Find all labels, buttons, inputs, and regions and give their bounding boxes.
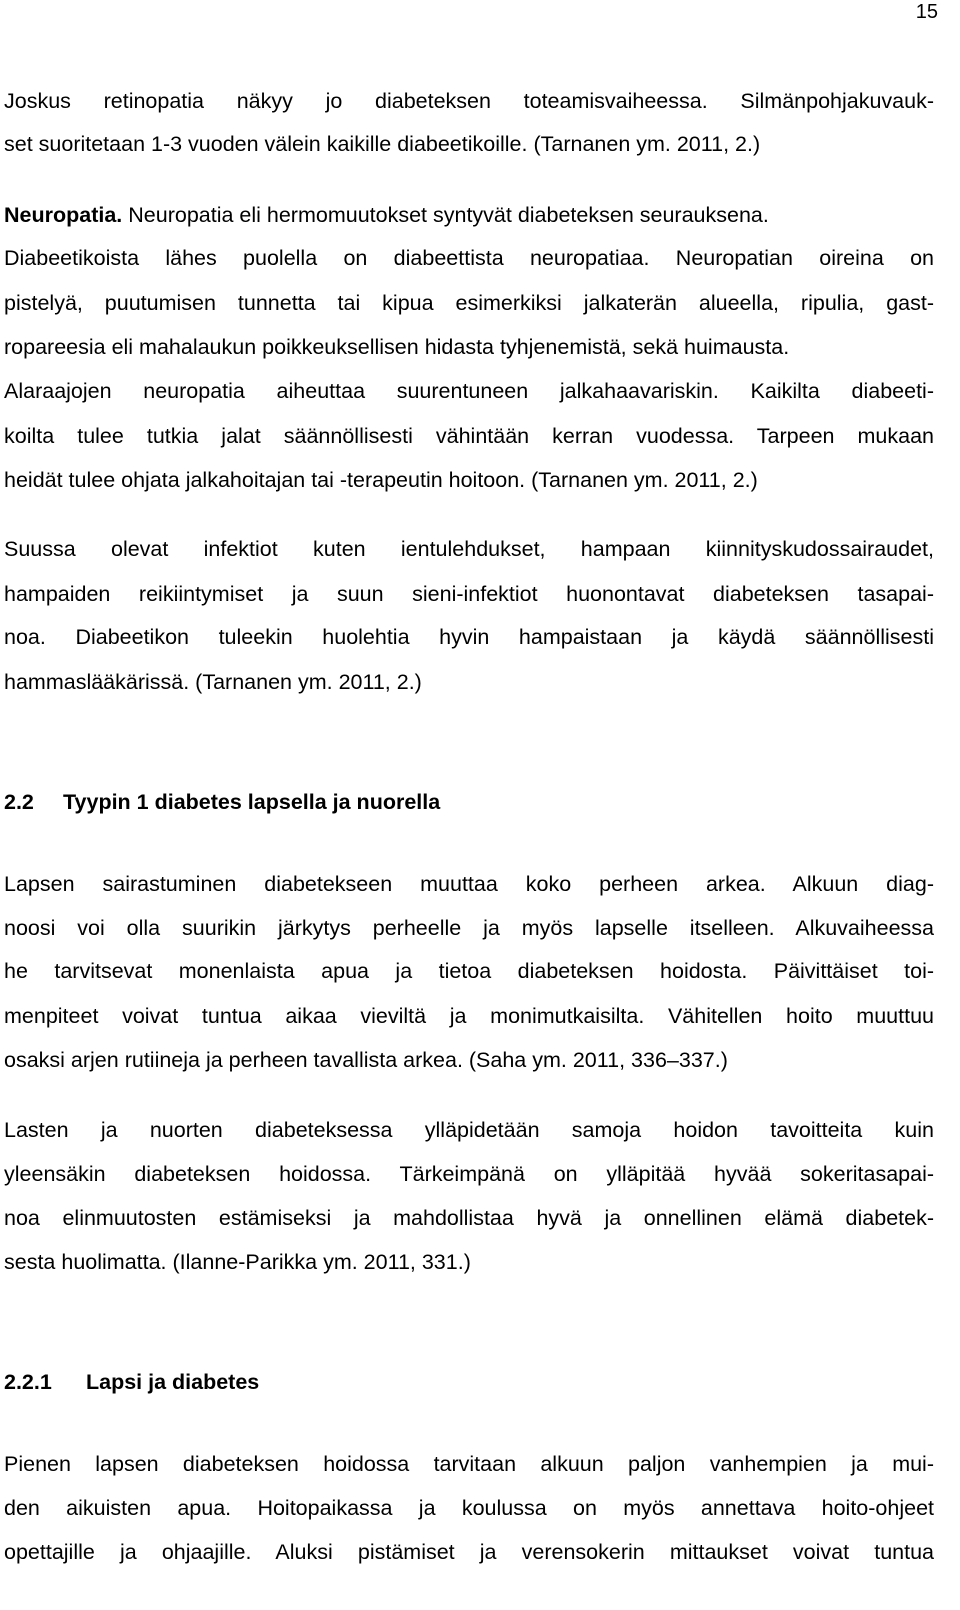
- text-line: ropareesia eli mahalaukun poikkeuksellisen hidasta tyhjenemistä, sekä huimausta.: [4, 335, 790, 359]
- neuropathy-line1-rest: Neuropatia eli hermomuutokset syntyvät diabeteksen seurauksena.: [122, 203, 769, 227]
- text-line: Pienen lapsen diabeteksen hoidossa tarvitaan alkuun paljon vanhempien ja mui-: [4, 1452, 934, 1476]
- text-line: noosi voi olla suurikin järkytys perheelle ja myös lapselle itselleen. Alkuvaiheessa: [4, 916, 934, 940]
- text-line: menpiteet voivat tuntua aikaa vieviltä ja monimutkaisilta. Vähitellen hoito muuttuu: [4, 1004, 934, 1028]
- text-line: noa elinmuutosten estämiseksi ja mahdollistaa hyvä ja onnellinen elämä diabetek-: [4, 1206, 934, 1230]
- text-line: hammaslääkärissä. (Tarnanen ym. 2011, 2.): [4, 670, 422, 694]
- page-number: 15: [915, 1, 938, 23]
- heading-number: 2.2: [4, 790, 34, 814]
- text-line: osaksi arjen rutiineja ja perheen tavallista arkea. (Saha ym. 2011, 336–337.): [4, 1048, 728, 1072]
- section-heading-2-2-1: [4, 1369, 259, 1395]
- text-line: heidät tulee ohjata jalkahoitajan tai -terapeutin hoitoon. (Tarnanen ym. 2011, 2.): [4, 468, 758, 492]
- heading-number: 2.2.1: [4, 1370, 52, 1394]
- text-line: yleensäkin diabeteksen hoidossa. Tärkeimpänä on ylläpitää hyvää sokeritasapai-: [4, 1162, 934, 1186]
- text-line: Lasten ja nuorten diabeteksessa ylläpidetään samoja hoidon tavoitteita kuin: [4, 1118, 934, 1142]
- text-line: [4, 202, 934, 228]
- text-line: pistelyä, puutumisen tunnetta tai kipua esimerkiksi jalkaterän alueella, ripulia, gast-: [4, 291, 934, 315]
- text-line: den aikuisten apua. Hoitopaikassa ja koulussa on myös annettava hoito-ohjeet: [4, 1496, 934, 1520]
- heading-title: Lapsi ja diabetes: [86, 1370, 260, 1394]
- text-line: Alaraajojen neuropatia aiheuttaa suurentuneen jalkahaavariskin. Kaikilta diabeeti-: [4, 379, 934, 403]
- section-heading-2-2: [4, 789, 440, 815]
- text-line: hampaiden reikiintymiset ja suun sieni-infektiot huonontavat diabeteksen tasapai-: [4, 582, 934, 606]
- text-line: Lapsen sairastuminen diabetekseen muuttaa koko perheen arkea. Alkuun diag-: [4, 872, 934, 896]
- text-line: Joskus retinopatia näkyy jo diabeteksen toteamisvaiheessa. Silmänpohjakuvauk-: [4, 89, 934, 113]
- text-line: set suoritetaan 1-3 vuoden välein kaikille diabeetikoille. (Tarnanen ym. 2011, 2.): [4, 132, 761, 156]
- text-line: sesta huolimatta. (Ilanne-Parikka ym. 2011, 331.): [4, 1250, 471, 1274]
- text-line: opettajille ja ohjaajille. Aluksi pistämiset ja verensokerin mittaukset voivat tuntua: [4, 1540, 934, 1564]
- neuropathy-lead: Neuropatia.: [4, 203, 123, 227]
- text-line: koilta tulee tutkia jalat säännöllisesti vähintään kerran vuodessa. Tarpeen mukaan: [4, 424, 934, 448]
- text-line: he tarvitsevat monenlaista apua ja tietoa diabeteksen hoidosta. Päivittäiset toi-: [4, 959, 934, 983]
- text-line: noa. Diabeetikon tuleekin huolehtia hyvin hampaistaan ja käydä säännöllisesti: [4, 625, 934, 649]
- text-line: Diabeetikoista lähes puolella on diabeettista neuropatiaa. Neuropatian oireina on: [4, 246, 934, 270]
- text-line: Suussa olevat infektiot kuten ientulehdukset, hampaan kiinnityskudossairaudet,: [4, 537, 934, 561]
- heading-title: Tyypin 1 diabetes lapsella ja nuorella: [63, 790, 441, 814]
